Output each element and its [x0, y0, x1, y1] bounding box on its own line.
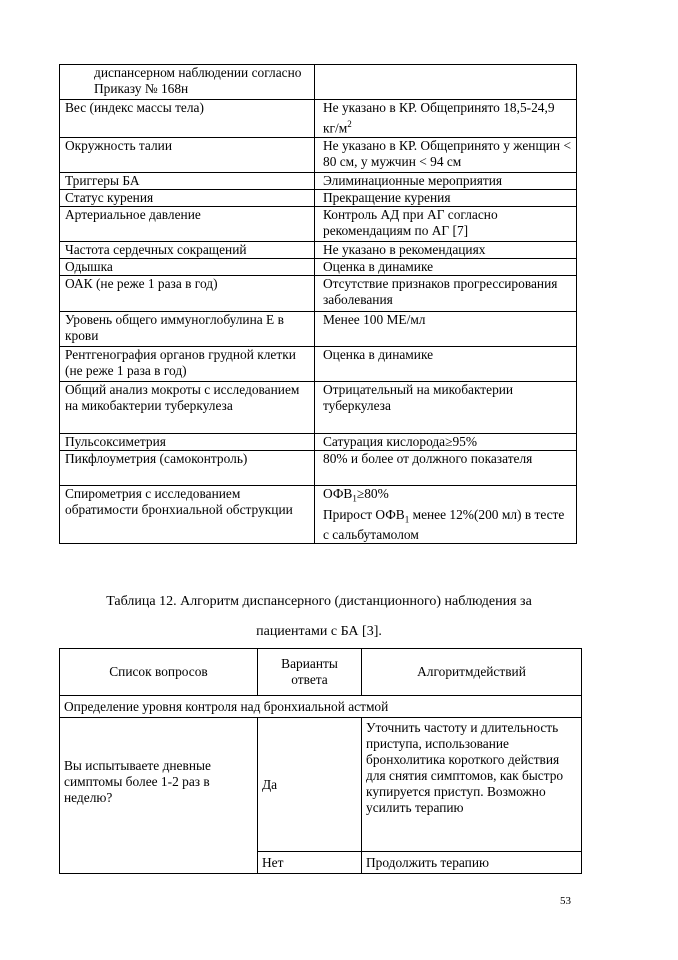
fev1-text: ОФВ: [323, 486, 353, 501]
section-row: [60, 696, 582, 718]
fev1-increase-threshold: менее 12%(200 мл) в тесте с сальбутамолом: [323, 506, 565, 543]
fev1-target-line: [323, 486, 572, 507]
table-cell-target: Оценка в динамике: [315, 259, 577, 276]
table-cell-parameter: Общий анализ мокроты с исследованием на микобактерии туберкулеза: [60, 382, 315, 434]
table-cell-parameter: ОАК (не реже 1 раза в год): [60, 276, 315, 312]
table-cell-parameter: Окружность талии: [60, 138, 315, 173]
table-cell-parameter: Одышка: [60, 259, 315, 276]
table-row: [60, 276, 577, 312]
table-cell-target: Элиминационные мероприятия: [315, 173, 577, 190]
table-cell-target: Менее 100 МЕ/мл: [315, 312, 577, 347]
monitoring-parameters-table: [59, 64, 577, 544]
table-row: [60, 65, 577, 100]
table-cell-target: Оценка в динамике: [315, 347, 577, 382]
answer-variant-cell: Нет: [258, 852, 362, 874]
table-row: [60, 312, 577, 347]
table-cell-parameter: Триггеры БА: [60, 173, 315, 190]
table-cell-target: 80% и более от должного показателя: [315, 451, 577, 486]
table-cell-parameter: Частота сердечных сокращений: [60, 242, 315, 259]
subscript-1: 1: [352, 493, 357, 504]
table-row: [60, 190, 577, 207]
table-row: [60, 718, 582, 852]
page-number: 53: [560, 895, 571, 907]
follow-up-algorithm-table: [59, 648, 582, 874]
table-cell-parameter: Статус курения: [60, 190, 315, 207]
header-actions: Алгоритмдействий: [362, 649, 582, 696]
table-cell-target: Сатурация кислорода≥95%: [315, 434, 577, 451]
fev1-reversibility-line: [323, 507, 572, 544]
table-row: [60, 173, 577, 190]
table-cell-target: Отрицательный на микобактерии туберкулеза: [315, 382, 577, 434]
table-cell-parameter: Уровень общего иммуноглобулина Е в крови: [60, 312, 315, 347]
action-cell: Продолжить терапию: [362, 852, 582, 874]
table-cell-target: Не указано в рекомендациях: [315, 242, 577, 259]
action-cell: Уточнить частоту и длительность приступа, использование бронхолитика короткого действия для снятия симптомов, как быстро купируется приступ. Возможно усилить терапию: [362, 718, 582, 852]
table-row: [60, 100, 577, 138]
question-cell: Вы испытываете дневные симптомы более 1-2 раз в неделю?: [60, 718, 258, 874]
table-row: [60, 486, 577, 544]
table-cell-parameter: Вес (индекс массы тела): [60, 100, 315, 138]
table-row: [60, 259, 577, 276]
fev1-threshold: ≥80%: [356, 486, 389, 501]
table-cell-parameter: Рентгенография органов грудной клетки (не реже 1 раза в год): [60, 347, 315, 382]
table-header-row: [60, 649, 582, 696]
header-answer-variants: Варианты ответа: [258, 649, 362, 696]
table-cell-parameter: Пикфлоуметрия (самоконтроль): [60, 451, 315, 486]
table-cell-target: [315, 100, 577, 138]
fev1-increase-text: Прирост ОФВ: [323, 506, 405, 522]
table-cell-target: Не указано в КР. Общепринято у женщин < 80 см, у мужчин < 94 см: [315, 138, 577, 173]
answer-variant-cell: Да: [258, 718, 362, 852]
table-cell-parameter: Артериальное давление: [60, 207, 315, 242]
table-row: [60, 207, 577, 242]
table-cell-parameter: Спирометрия с исследованием обратимости бронхиальной обструкции: [60, 486, 315, 544]
table-caption-line-1: Таблица 12. Алгоритм диспансерного (дистанционного) наблюдения за: [106, 594, 532, 609]
table-cell-target: Прекращение курения: [315, 190, 577, 207]
table-row: [60, 451, 577, 486]
section-title: Определение уровня контроля над бронхиальной астмой: [60, 696, 582, 718]
table-cell-parameter: диспансерном наблюдении согласно Приказу № 168н: [60, 65, 315, 100]
subscript-1: 1: [404, 514, 410, 525]
table-cell-target: Отсутствие признаков прогрессирования заболевания: [315, 276, 577, 312]
table-cell-target: Контроль АД при АГ согласно рекомендациям по АГ [7]: [315, 207, 577, 242]
header-questions: Список вопросов: [60, 649, 258, 696]
table-row: [60, 347, 577, 382]
table-cell-parameter: Пульсоксиметрия: [60, 434, 315, 451]
table-caption-line-2: пациентами с БА [3].: [256, 624, 382, 639]
table-cell-target: [315, 65, 577, 100]
table-row: [60, 242, 577, 259]
bmi-target-text: Не указано в КР. Общепринято 18,5-24,9 кг/м: [323, 100, 555, 136]
table-cell-target: [315, 486, 577, 544]
table-row: [60, 434, 577, 451]
table-row: [60, 138, 577, 173]
table-row: [60, 382, 577, 434]
superscript-2: 2: [347, 119, 352, 129]
